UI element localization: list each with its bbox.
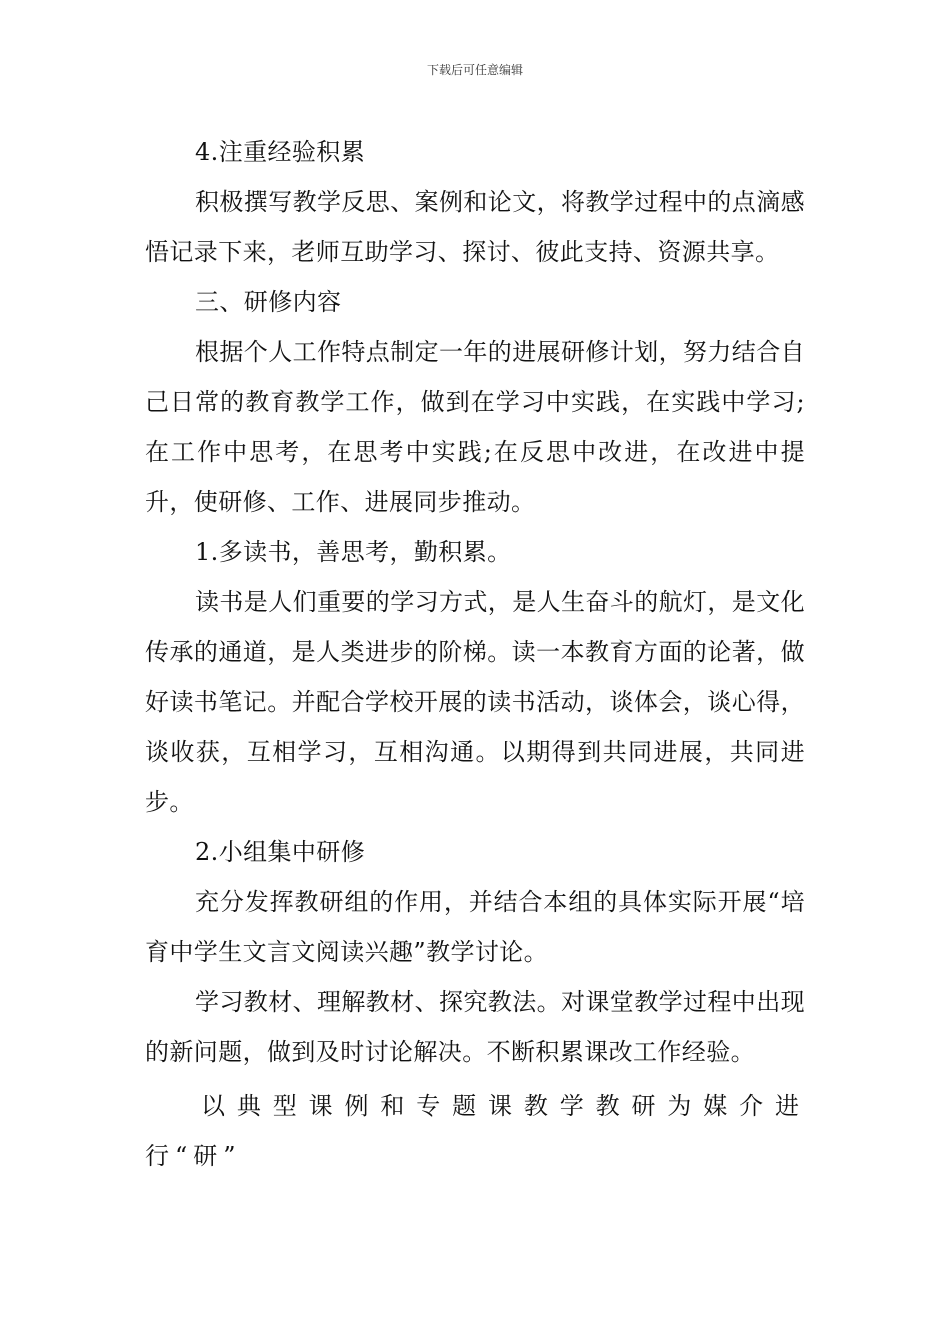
document-body xyxy=(145,127,805,1181)
section-heading-content: 三、研修内容 xyxy=(195,288,342,316)
paragraph-group: 充分发挥教研组的作用，并结合本组的具体实际开展“培育中学生文言文阅读兴趣”教学讨论。 xyxy=(145,888,805,966)
section-heading-group: 2.小组集中研修 xyxy=(195,838,366,866)
page-header: 下载后可任意编辑 xyxy=(426,63,523,77)
section-heading-reading: 1.多读书，善思考，勤积累。 xyxy=(195,538,512,566)
paragraph-reflection: 积极撰写教学反思、案例和论文，将教学过程中的点滴感悟记录下来，老师互助学习、探讨、彼此支持、资源共享。 xyxy=(145,188,805,266)
paragraph-teaching: 学习教材、理解教材、探究教法。对课堂教学过程中出现的新问题，做到及时讨论解决。不断积累课改工作经验。 xyxy=(145,988,805,1066)
paragraph-reading: 读书是人们重要的学习方式，是人生奋斗的航灯，是文化传承的通道，是人类进步的阶梯。读一本教育方面的论著，做好读书笔记。并配合学校开展的读书活动，谈体会，谈心得，谈收获，互相学习，互相沟通。以期得到共同进展，共同进步。 xyxy=(145,588,805,816)
section-heading-accumulate: 4.注重经验积累 xyxy=(195,138,366,166)
paragraph-research: 以典型课例和专题课教学教研为媒介进行“研” xyxy=(145,1092,805,1170)
paragraph-plan: 根据个人工作特点制定一年的进展研修计划，努力结合自己日常的教育教学工作，做到在学习中实践，在实践中学习;在工作中思考，在思考中实践;在反思中改进，在改进中提升，使研修、工作、进展同步推动。 xyxy=(145,338,805,516)
